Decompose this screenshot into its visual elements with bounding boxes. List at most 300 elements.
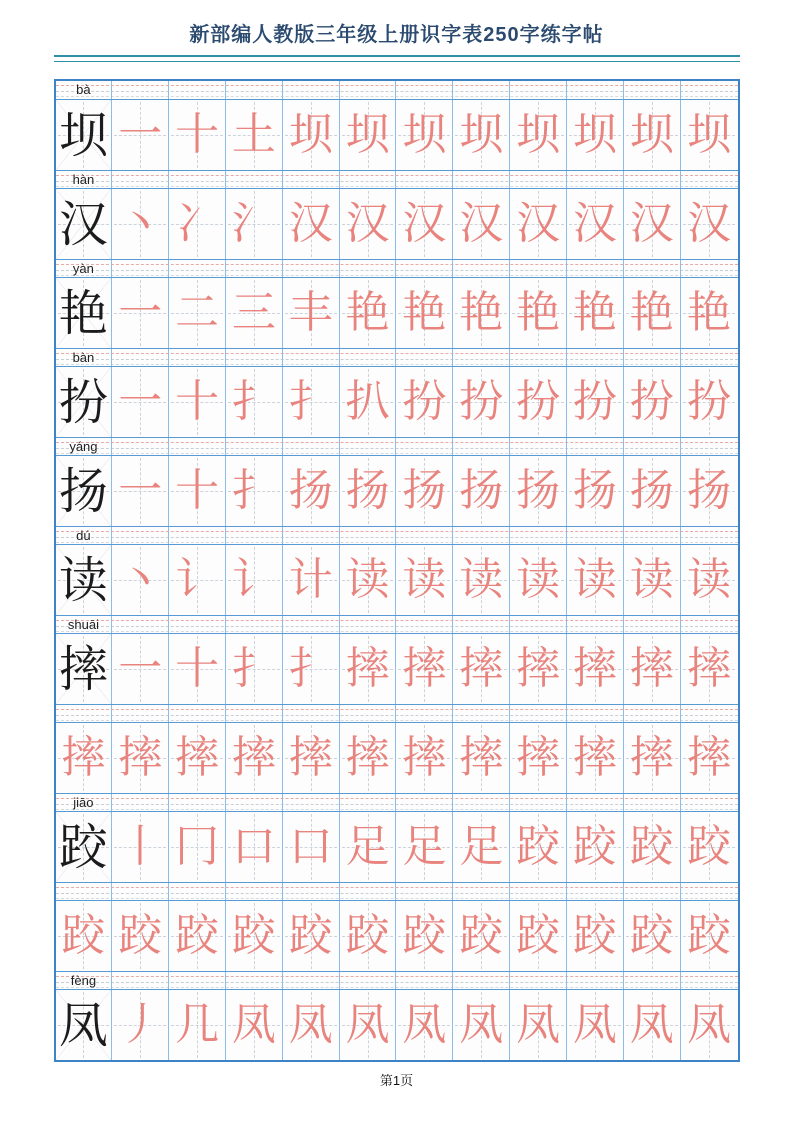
pinyin-row: [56, 615, 738, 633]
practice-cell: [396, 189, 453, 259]
pinyin-cell: [681, 260, 738, 277]
practice-stroke-glyph: 坝: [345, 110, 390, 159]
practice-cell: [510, 456, 567, 526]
practice-cell: [453, 723, 510, 793]
practice-cell: [510, 723, 567, 793]
practice-stroke-glyph: 足: [345, 822, 390, 871]
pinyin-cell: [56, 349, 113, 366]
practice-stroke-glyph: 汉: [516, 199, 561, 248]
practice-stroke-glyph: 扬: [459, 466, 504, 515]
pinyin-cell: [283, 81, 340, 99]
practice-stroke-glyph: 扬: [687, 466, 732, 515]
pinyin-cell: [396, 349, 453, 366]
practice-cell: [624, 278, 681, 348]
pinyin-cell: [169, 794, 226, 811]
practice-stroke-glyph: 坝: [629, 110, 674, 159]
pinyin-cell: [226, 883, 283, 900]
pinyin-cell: [510, 171, 567, 188]
pinyin-cell: [396, 438, 453, 455]
practice-stroke-glyph: 跤: [572, 822, 617, 871]
pinyin-cell: [624, 260, 681, 277]
pinyin-cell: [681, 438, 738, 455]
practice-cell: [340, 456, 397, 526]
practice-cell: [283, 990, 340, 1060]
pinyin-row: [56, 259, 738, 277]
model-character-cell: [56, 367, 113, 437]
practice-stroke-glyph: 扌: [288, 644, 333, 693]
practice-stroke-glyph: 扬: [402, 466, 447, 515]
pinyin-cell: [340, 349, 397, 366]
practice-cell: [624, 100, 681, 170]
character-row: [56, 277, 738, 348]
practice-cell: [681, 723, 738, 793]
pinyin-cell: [624, 81, 681, 99]
practice-stroke-glyph: 跤: [61, 911, 106, 960]
pinyin-cell: [340, 616, 397, 633]
practice-stroke-glyph: 扮: [629, 377, 674, 426]
pinyin-row: [56, 348, 738, 366]
pinyin-row: [56, 526, 738, 544]
practice-cell: [169, 812, 226, 882]
practice-cell: [226, 990, 283, 1060]
pinyin-cell: [453, 794, 510, 811]
practice-cell: [283, 723, 340, 793]
pinyin-cell: [169, 171, 226, 188]
pinyin-cell: [283, 438, 340, 455]
practice-cell: [453, 367, 510, 437]
practice-cell: [624, 545, 681, 615]
pinyin-cell: [340, 705, 397, 722]
practice-stroke-glyph: 读: [459, 555, 504, 604]
pinyin-label: jiāo: [73, 795, 94, 810]
practice-stroke-glyph: 扬: [516, 466, 561, 515]
practice-stroke-glyph: 摔: [629, 733, 674, 782]
practice-cell: [453, 545, 510, 615]
pinyin-cell: [624, 705, 681, 722]
pinyin-row: [56, 704, 738, 722]
pinyin-cell: [226, 81, 283, 99]
practice-cell: [283, 100, 340, 170]
page-number-label: 第1页: [379, 1073, 414, 1088]
practice-cell: [112, 634, 169, 704]
practice-stroke-glyph: 坝: [459, 110, 504, 159]
practice-stroke-glyph: 汉: [345, 199, 390, 248]
pinyin-cell: [340, 794, 397, 811]
pinyin-cell: [681, 883, 738, 900]
practice-cell: [340, 812, 397, 882]
practice-stroke-glyph: 冫: [175, 199, 220, 248]
pinyin-cell: [624, 883, 681, 900]
practice-cell: [340, 367, 397, 437]
practice-cell: [169, 189, 226, 259]
pinyin-cell: [681, 171, 738, 188]
practice-cell: [226, 723, 283, 793]
pinyin-cell: [169, 349, 226, 366]
practice-stroke-glyph: 一: [118, 377, 163, 426]
practice-stroke-glyph: 讠: [231, 555, 276, 604]
practice-stroke-glyph: 艳: [459, 288, 504, 337]
practice-stroke-glyph: 读: [572, 555, 617, 604]
pinyin-label: shuāi: [67, 617, 99, 632]
practice-stroke-glyph: 十: [175, 377, 220, 426]
practice-cell: [283, 545, 340, 615]
pinyin-cell: [56, 972, 113, 989]
pinyin-cell: [567, 349, 624, 366]
practice-stroke-glyph: 跤: [118, 911, 163, 960]
practice-stroke-glyph: 凤: [402, 1000, 447, 1049]
practice-stroke-glyph: 一: [118, 288, 163, 337]
practice-cell: [112, 723, 169, 793]
practice-stroke-glyph: 一: [118, 644, 163, 693]
model-character-cell: [56, 278, 113, 348]
practice-cell: [226, 634, 283, 704]
pinyin-cell: [510, 527, 567, 544]
practice-cell: [112, 901, 169, 971]
practice-stroke-glyph: 扌: [288, 377, 333, 426]
pinyin-cell: [396, 171, 453, 188]
practice-stroke-glyph: 跤: [687, 822, 732, 871]
pinyin-cell: [112, 260, 169, 277]
pinyin-row: [56, 882, 738, 900]
practice-stroke-glyph: 摔: [231, 733, 276, 782]
practice-stroke-glyph: 十: [175, 466, 220, 515]
practice-cell: [681, 189, 738, 259]
practice-cell: [453, 189, 510, 259]
character-row: [56, 811, 738, 882]
practice-cell: [340, 634, 397, 704]
practice-cell: [169, 456, 226, 526]
pinyin-cell: [226, 260, 283, 277]
pinyin-cell: [396, 794, 453, 811]
pinyin-cell: [510, 349, 567, 366]
pinyin-cell: [169, 81, 226, 99]
pinyin-cell: [510, 794, 567, 811]
pinyin-cell: [56, 171, 113, 188]
pinyin-cell: [283, 527, 340, 544]
pinyin-cell: [453, 527, 510, 544]
pinyin-cell: [283, 794, 340, 811]
pinyin-cell: [567, 705, 624, 722]
practice-stroke-glyph: 摔: [572, 733, 617, 782]
practice-stroke-glyph: 读: [402, 555, 447, 604]
practice-stroke-glyph: 凤: [516, 1000, 561, 1049]
practice-stroke-glyph: 读: [687, 555, 732, 604]
practice-cell: [226, 278, 283, 348]
practice-stroke-glyph: 摔: [288, 733, 333, 782]
pinyin-cell: [112, 349, 169, 366]
practice-cell: [283, 189, 340, 259]
practice-stroke-glyph: 摔: [175, 733, 220, 782]
practice-cell: [112, 990, 169, 1060]
pinyin-cell: [112, 171, 169, 188]
practice-cell: [681, 278, 738, 348]
practice-stroke-glyph: 摔: [687, 644, 732, 693]
practice-stroke-glyph: 摔: [459, 644, 504, 693]
pinyin-row: [56, 793, 738, 811]
practice-cell: [226, 367, 283, 437]
pinyin-cell: [567, 794, 624, 811]
pinyin-cell: [510, 705, 567, 722]
pinyin-row: [56, 971, 738, 989]
pinyin-cell: [56, 438, 113, 455]
pinyin-cell: [396, 705, 453, 722]
pinyin-cell: [56, 794, 113, 811]
practice-cell: [396, 812, 453, 882]
pinyin-cell: [624, 171, 681, 188]
pinyin-cell: [283, 883, 340, 900]
practice-cell: [510, 189, 567, 259]
practice-stroke-glyph: 凤: [459, 1000, 504, 1049]
title-underline: [54, 55, 740, 62]
pinyin-cell: [169, 527, 226, 544]
practice-cell: [453, 812, 510, 882]
pinyin-cell: [226, 794, 283, 811]
practice-cell: [567, 278, 624, 348]
practice-cell: [169, 990, 226, 1060]
practice-stroke-glyph: 读: [629, 555, 674, 604]
pinyin-cell: [283, 171, 340, 188]
pinyin-row: [56, 170, 738, 188]
pinyin-cell: [112, 616, 169, 633]
model-character: 读: [58, 552, 108, 608]
practice-stroke-glyph: 扮: [516, 377, 561, 426]
practice-cell: [112, 189, 169, 259]
practice-cell: [226, 545, 283, 615]
practice-stroke-glyph: 跤: [687, 911, 732, 960]
pinyin-cell: [112, 527, 169, 544]
practice-stroke-glyph: 扬: [345, 466, 390, 515]
practice-cell: [169, 634, 226, 704]
pinyin-cell: [624, 794, 681, 811]
character-row: [56, 544, 738, 615]
practice-stroke-glyph: 摔: [402, 733, 447, 782]
practice-cell: [510, 990, 567, 1060]
pinyin-cell: [453, 438, 510, 455]
practice-stroke-glyph: 凤: [345, 1000, 390, 1049]
practice-stroke-glyph: 一: [118, 466, 163, 515]
model-character: 扬: [58, 463, 108, 519]
practice-cell: [567, 545, 624, 615]
practice-stroke-glyph: 跤: [629, 911, 674, 960]
practice-cell: [567, 100, 624, 170]
practice-cell: [567, 367, 624, 437]
practice-grid: [54, 79, 740, 1062]
model-character: 跤: [58, 819, 108, 875]
pinyin-cell: [510, 616, 567, 633]
practice-cell: [681, 100, 738, 170]
practice-cell: [567, 901, 624, 971]
practice-stroke-glyph: 坝: [288, 110, 333, 159]
pinyin-cell: [681, 972, 738, 989]
pinyin-cell: [396, 616, 453, 633]
practice-stroke-glyph: 摔: [629, 644, 674, 693]
practice-stroke-glyph: 坝: [572, 110, 617, 159]
practice-cell: [681, 812, 738, 882]
practice-cell: [56, 901, 113, 971]
pinyin-cell: [112, 81, 169, 99]
practice-stroke-glyph: 摔: [516, 644, 561, 693]
practice-cell: [112, 812, 169, 882]
practice-cell: [624, 456, 681, 526]
model-character-cell: [56, 812, 113, 882]
pinyin-cell: [453, 349, 510, 366]
practice-cell: [112, 456, 169, 526]
practice-stroke-glyph: 坝: [402, 110, 447, 159]
practice-stroke-glyph: 艳: [402, 288, 447, 337]
practice-stroke-glyph: 艳: [687, 288, 732, 337]
practice-stroke-glyph: 跤: [288, 911, 333, 960]
character-row: [56, 900, 738, 971]
page-title: 新部编人教版三年级上册识字表250字练字帖: [189, 24, 604, 46]
practice-stroke-glyph: 口: [231, 822, 276, 871]
practice-stroke-glyph: 跤: [402, 911, 447, 960]
pinyin-cell: [681, 705, 738, 722]
practice-cell: [681, 545, 738, 615]
pinyin-cell: [340, 438, 397, 455]
practice-cell: [169, 367, 226, 437]
practice-stroke-glyph: 凤: [288, 1000, 333, 1049]
practice-stroke-glyph: 汉: [459, 199, 504, 248]
practice-stroke-glyph: 摔: [345, 644, 390, 693]
practice-cell: [567, 812, 624, 882]
pinyin-cell: [453, 616, 510, 633]
pinyin-cell: [169, 705, 226, 722]
practice-cell: [396, 367, 453, 437]
practice-stroke-glyph: 土: [231, 110, 276, 159]
practice-cell: [226, 100, 283, 170]
practice-stroke-glyph: 跤: [345, 911, 390, 960]
pinyin-cell: [453, 883, 510, 900]
practice-cell: [169, 723, 226, 793]
practice-stroke-glyph: 丿: [118, 1000, 163, 1049]
pinyin-label: yáng: [69, 439, 98, 454]
character-row: [56, 366, 738, 437]
pinyin-cell: [624, 527, 681, 544]
practice-cell: [624, 189, 681, 259]
practice-cell: [283, 367, 340, 437]
model-character: 凤: [58, 997, 108, 1053]
model-character: 艳: [58, 285, 108, 341]
pinyin-cell: [624, 972, 681, 989]
pinyin-cell: [56, 883, 113, 900]
practice-cell: [453, 901, 510, 971]
practice-cell: [283, 812, 340, 882]
practice-stroke-glyph: 讠: [175, 555, 220, 604]
practice-stroke-glyph: 汉: [402, 199, 447, 248]
practice-cell: [169, 278, 226, 348]
practice-cell: [624, 367, 681, 437]
character-row: [56, 989, 738, 1060]
pinyin-cell: [396, 527, 453, 544]
pinyin-cell: [340, 260, 397, 277]
model-character-cell: [56, 100, 113, 170]
practice-cell: [510, 634, 567, 704]
practice-stroke-glyph: 摔: [572, 644, 617, 693]
practice-stroke-glyph: 坝: [516, 110, 561, 159]
pinyin-cell: [226, 705, 283, 722]
pinyin-cell: [340, 883, 397, 900]
practice-cell: [169, 100, 226, 170]
practice-stroke-glyph: 计: [288, 555, 333, 604]
pinyin-cell: [396, 81, 453, 99]
practice-cell: [340, 189, 397, 259]
practice-cell: [567, 723, 624, 793]
practice-cell: [681, 901, 738, 971]
practice-cell: [681, 367, 738, 437]
practice-cell: [340, 723, 397, 793]
pinyin-cell: [681, 527, 738, 544]
practice-cell: [396, 901, 453, 971]
pinyin-cell: [396, 883, 453, 900]
practice-cell: [396, 990, 453, 1060]
practice-stroke-glyph: 冂: [175, 822, 220, 871]
pinyin-label: fèng: [70, 973, 97, 988]
pinyin-cell: [226, 972, 283, 989]
practice-stroke-glyph: 摔: [61, 733, 106, 782]
practice-stroke-glyph: 汉: [687, 199, 732, 248]
pinyin-cell: [226, 438, 283, 455]
pinyin-cell: [112, 438, 169, 455]
practice-stroke-glyph: 足: [402, 822, 447, 871]
practice-cell: [453, 278, 510, 348]
practice-cell: [510, 367, 567, 437]
practice-cell: [169, 545, 226, 615]
pinyin-cell: [56, 705, 113, 722]
character-row: [56, 455, 738, 526]
practice-stroke-glyph: 跤: [629, 822, 674, 871]
pinyin-cell: [396, 260, 453, 277]
practice-cell: [510, 901, 567, 971]
pinyin-cell: [169, 616, 226, 633]
pinyin-cell: [340, 81, 397, 99]
practice-stroke-glyph: 丰: [288, 288, 333, 337]
practice-cell: [453, 990, 510, 1060]
practice-cell: [226, 901, 283, 971]
practice-cell: [624, 990, 681, 1060]
practice-stroke-glyph: 扒: [345, 377, 390, 426]
model-character: 汉: [58, 196, 108, 252]
practice-stroke-glyph: 扬: [629, 466, 674, 515]
practice-stroke-glyph: 丶: [118, 199, 163, 248]
practice-stroke-glyph: 凤: [629, 1000, 674, 1049]
practice-stroke-glyph: 跤: [516, 911, 561, 960]
model-character-cell: [56, 456, 113, 526]
practice-cell: [112, 367, 169, 437]
pinyin-cell: [56, 527, 113, 544]
pinyin-cell: [510, 260, 567, 277]
practice-cell: [283, 634, 340, 704]
pinyin-cell: [567, 527, 624, 544]
practice-stroke-glyph: 艳: [629, 288, 674, 337]
pinyin-cell: [681, 616, 738, 633]
practice-stroke-glyph: 一: [118, 110, 163, 159]
practice-cell: [567, 634, 624, 704]
practice-cell: [624, 634, 681, 704]
practice-stroke-glyph: 扮: [572, 377, 617, 426]
pinyin-cell: [510, 972, 567, 989]
practice-stroke-glyph: 读: [516, 555, 561, 604]
pinyin-cell: [169, 260, 226, 277]
practice-cell: [112, 545, 169, 615]
character-row: [56, 188, 738, 259]
pinyin-cell: [567, 972, 624, 989]
practice-cell: [112, 278, 169, 348]
practice-stroke-glyph: 足: [459, 822, 504, 871]
practice-stroke-glyph: 凤: [231, 1000, 276, 1049]
practice-cell: [396, 545, 453, 615]
pinyin-cell: [624, 438, 681, 455]
practice-cell: [510, 812, 567, 882]
